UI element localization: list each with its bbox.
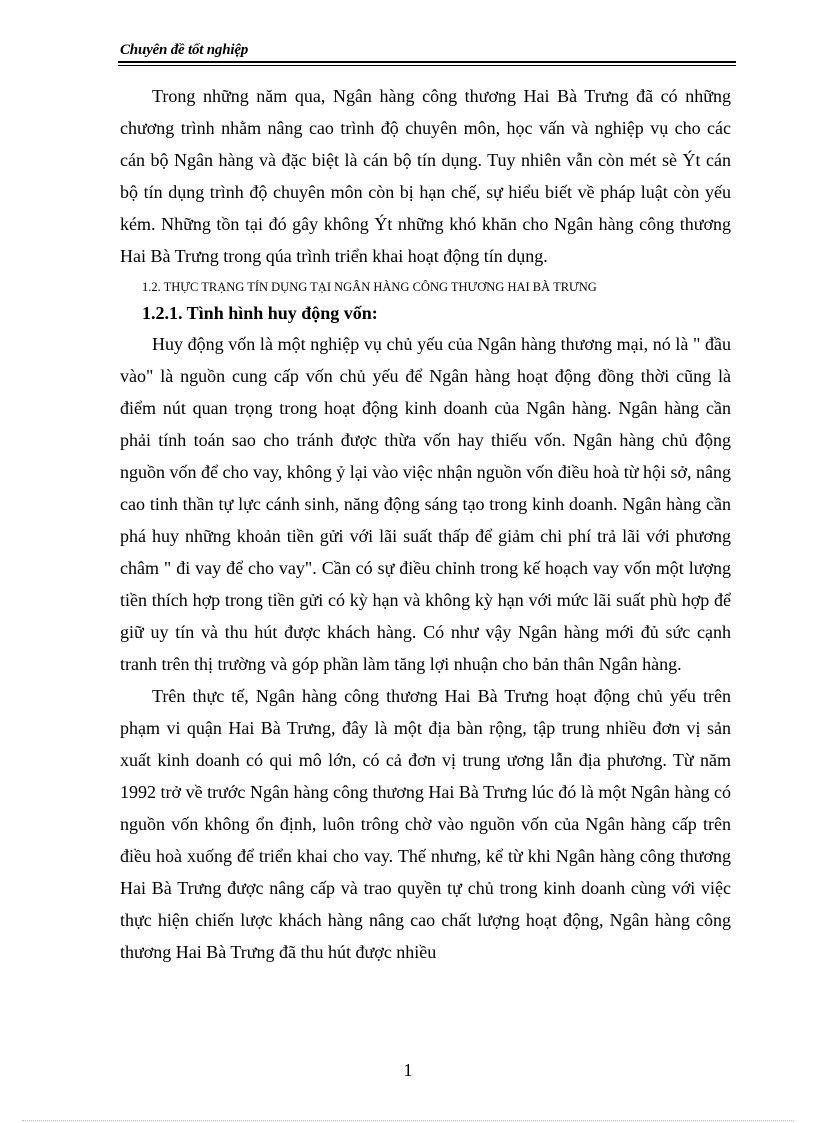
page-header: [118, 40, 736, 62]
capital-paragraph-1: Huy động vốn là một nghiệp vụ chủ yếu của Ngân hàng thương mại, nó là " đầu vào" là nguồn cung cấp vốn chủ yếu để Ngân hàng hoạt động đồng thời cũng là điểm nút quan trọng trong hoạt động kinh doanh của Ngân hàng. Ngân hàng cần phải tính toán sao cho tránh được thừa vốn hay thiếu vốn. Ngân hàng chủ động nguồn vốn để cho vay, không ỷ lại vào việc nhận nguồn vốn điều hoà từ hội sở, nâng cao tinh thần tự lực cánh sinh, năng động sáng tạo trong kinh doanh. Ngân hàng cần phá huy những khoản tiền gửi với lãi suất thấp để giảm chi phí trả lãi với phương châm " đi vay để cho vay". Cần có sự điều chỉnh trong kế hoạch vay vốn một lượng tiền thích hợp trong tiền gửi có kỳ hạn và không kỳ hạn với mức lãi suất phù hợp để giữ uy tín và thu hút được khách hàng. Có như vậy Ngân hàng mới đủ sức cạnh tranh trên thị trường và góp phần làm tăng lợi nhuận cho bản thân Ngân hàng.: [120, 334, 731, 674]
section-heading: 1.2. THỰC TRẠNG TÍN DỤNG TẠI NGÂN HÀNG CÔNG THƯƠNG HAI BÀ TRƯNG: [142, 280, 597, 294]
header-divider-thick: [118, 61, 736, 63]
capital-paragraph-2: Trên thực tế, Ngân hàng công thương Hai Bà Trưng hoạt động chủ yếu trên phạm vi quận Hai Bà Trưng, đây là một địa bàn rộng, tập trung nhiều đơn vị sản xuất kinh doanh có qui mô lớn, có cả đơn vị trung ương lẫn địa phương. Từ năm 1992 trở về trước Ngân hàng công thương Hai Bà Trưng lúc đó là một Ngân hàng có nguồn vốn không ổn định, luôn trông chờ vào nguồn vốn của Ngân hàng cấp trên điều hoà xuống để triển khai cho vay. Thế nhưng, kể từ khi Ngân hàng công thương Hai Bà Trưng được nâng cấp và trao quyền tự chủ trong kinh doanh cùng với việc thực hiện chiến lược khách hàng nâng cao chất lượng hoạt động, Ngân hàng công thương Hai Bà Trưng đã thu hút được nhiều: [120, 686, 731, 962]
header-divider-thin: [118, 65, 736, 66]
page-number: 1: [403, 1060, 413, 1080]
page-body: [120, 80, 731, 968]
intro-paragraph: Trong những năm qua, Ngân hàng công thương Hai Bà Trưng đã có những chương trình nhằm nâng cao trình độ chuyên môn, học vấn và nghiệp vụ cho các cán bộ Ngân hàng và đặc biệt là cán bộ tín dụng. Tuy nhiên vẫn còn mét sè Ýt cán bộ tín dụng trình độ chuyên môn còn bị hạn chế, sự hiểu biết về pháp luật còn yếu kém. Những tồn tại đó gây không Ýt những khó khăn cho Ngân hàng công thương Hai Bà Trưng trong qúa trình triển khai hoạt động tín dụng.: [120, 86, 731, 266]
page-bottom-rule: [22, 1120, 794, 1121]
document-title: Chuyên đề tốt nghiệp: [120, 42, 249, 58]
subsection-heading: 1.2.1. Tình hình huy động vốn:: [142, 303, 378, 323]
